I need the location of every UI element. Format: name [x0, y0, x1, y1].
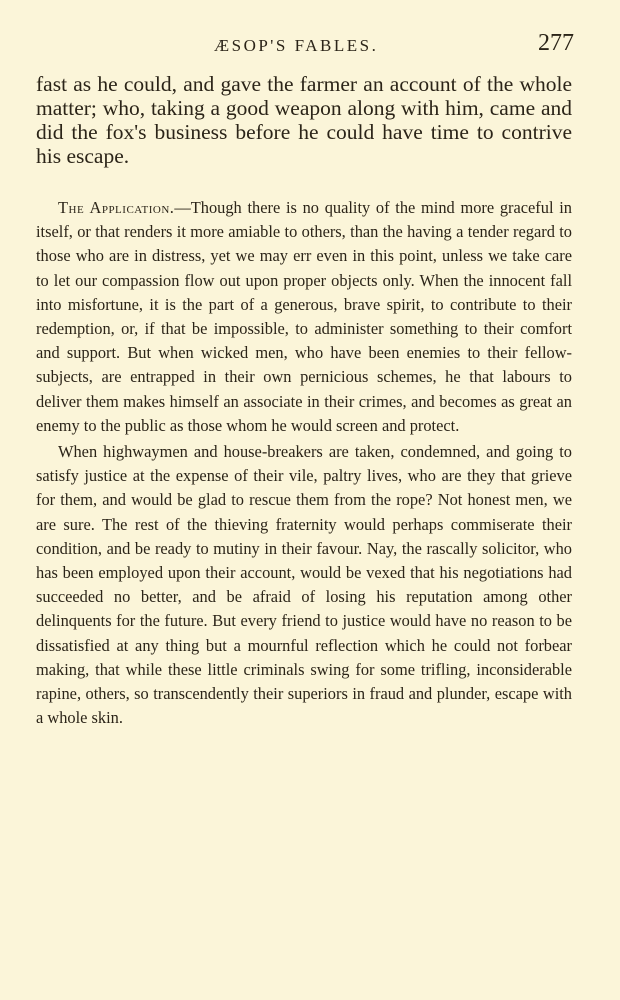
application-paragraph-2: When highwaymen and house-breakers are taken, condemned, and going to satisfy justice at the expense of their vile, paltry lives, who are they that grieve for them, and would be glad to rescue them from the rope? Not honest men, we are sure. The rest of the thieving fraternity would perhaps commiserate their condition, and be ready to mutiny in their favour. Nay, the rascally solicitor, who has been employed upon their account, would be vexed that his negotiations had succeeded no better, and be afraid of losing his reputation among other delinquents for the future. But every friend to justice would have no reason to be dissatisfied at any thing but a mournful reflection which he could not forbear making, that while these little criminals swing for some trifling, inconsiderable rapine, others, so transcendently their superiors in fraud and plunder, escape with a whole skin.	[36, 442, 572, 728]
application-section	[36, 196, 572, 730]
application-paragraph-1	[36, 196, 572, 438]
application-paragraph-1-text: —Though there is no quality of the mind more graceful in itself, or that renders it more amiable to others, than the having a tender regard to those who are in distress, yet we may err even in this point, unless we take care to let our compassion flow out upon proper objects only. When the innocent fall into misfortune, it is the part of a generous, brave spirit, to contribute to their redemption, or, if that be impossible, to administer something to their comfort and support. But when wicked men, who have been enemies to their fellow-subjects, are entrapped in their own pernicious schemes, he that labours to deliver them makes himself an associate in their crimes, and becomes as great an enemy to the public as those whom he would screen and protect.	[36, 198, 572, 435]
page-number: 277	[538, 30, 574, 56]
running-title: ÆSOP'S FABLES.	[214, 36, 379, 55]
fable-ending: fast as he could, and gave the farmer an account of the whole matter; who, taking a good weapon along with him, came and did the fox's business before he could have time to contrive his escape.	[36, 72, 572, 168]
page-content	[36, 30, 572, 730]
application-label: The Application.	[58, 198, 175, 217]
running-head	[36, 30, 572, 66]
